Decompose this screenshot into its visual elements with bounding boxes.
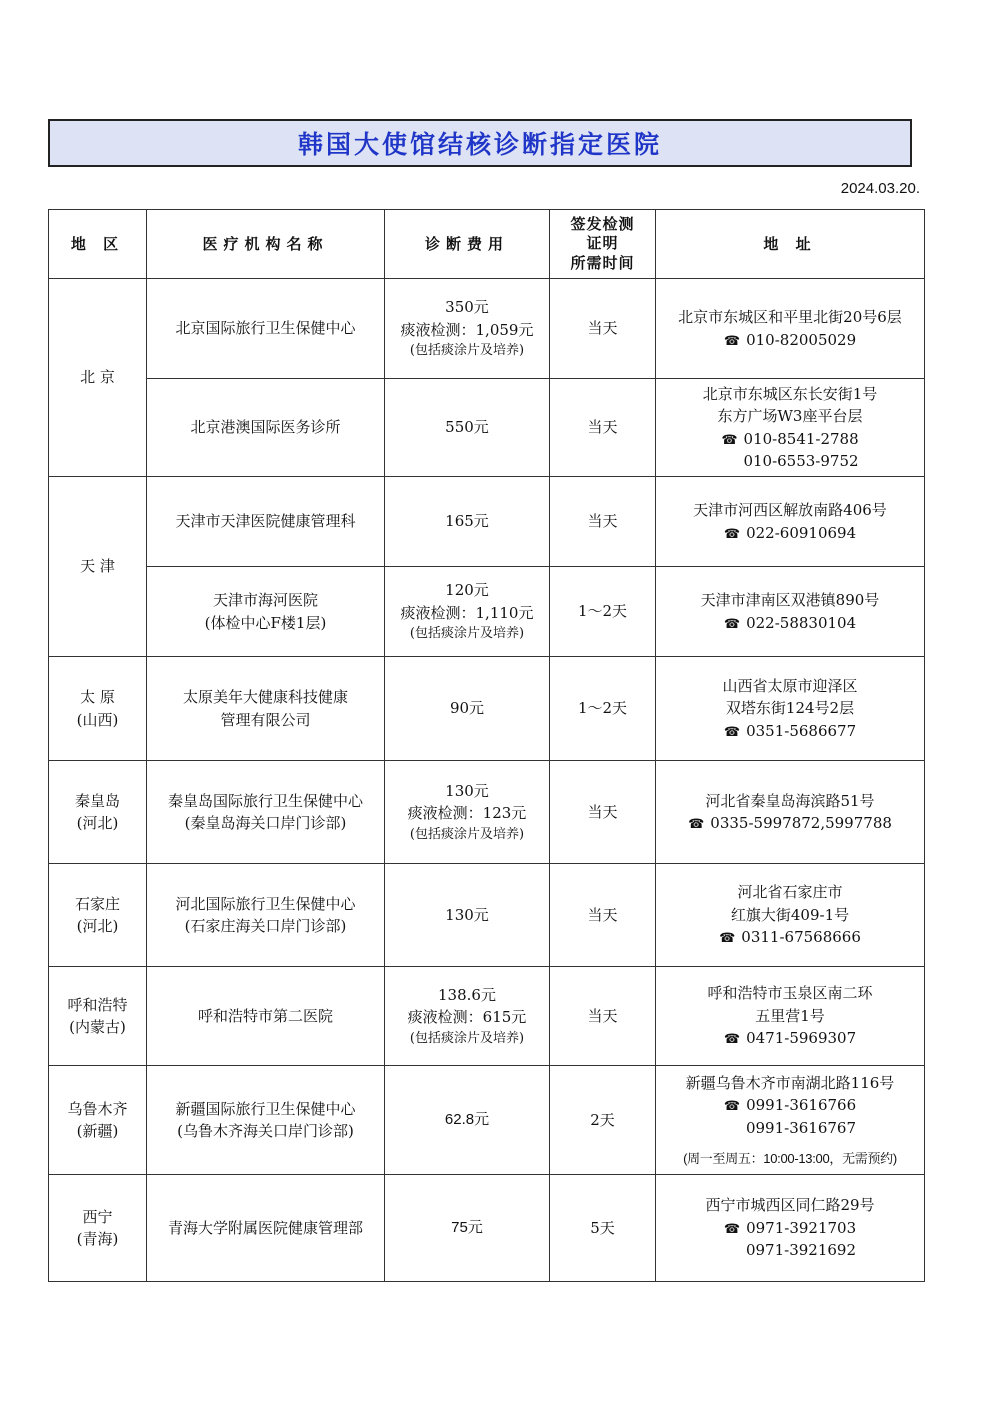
institution-cell — [147, 477, 385, 567]
fee-amount: 75元 — [451, 1218, 483, 1236]
header-time — [550, 210, 656, 279]
header-time-line3: 所需时间 — [570, 253, 635, 272]
time-cell: 5天 — [550, 1175, 656, 1282]
address-line: 呼和浩特市玉泉区南二环 — [707, 984, 873, 1003]
institution-name-sub: 管理有限公司 — [220, 710, 311, 729]
fee-amount: 62.8元 — [444, 1110, 490, 1128]
address-line: 东方广场W3座平台层 — [717, 407, 863, 425]
fee-sputum: 痰液检测：1,059元 — [400, 320, 534, 339]
region-name: 秦皇岛 — [74, 791, 120, 810]
phone-number: ☎ 022-60910694 — [660, 522, 920, 545]
time-cell: 当天 — [550, 477, 656, 567]
institution-cell — [147, 761, 385, 864]
address-line: 北京市东城区和平里北街20号6层 — [678, 308, 902, 326]
phone-number: ☎ 022-58830104 — [660, 612, 920, 635]
phone-number-2: 0991-3616767 — [745, 1118, 857, 1137]
region-name: 天 津 — [80, 557, 115, 576]
address-line: 西宁市城西区同仁路29号 — [705, 1196, 875, 1215]
time-cell: 2天 — [550, 1066, 656, 1175]
institution-cell — [147, 567, 385, 657]
table-row — [49, 864, 925, 967]
institution-name: 天津市海河医院 — [212, 591, 318, 609]
phone-number: ☎ 0351-5686677 — [660, 720, 920, 743]
header-address: 地 址 — [656, 210, 925, 279]
institution-cell — [147, 379, 385, 477]
header-region: 地 区 — [49, 210, 147, 279]
region-name: 西宁 — [82, 1207, 113, 1226]
time-cell: 当天 — [550, 279, 656, 379]
fee-cell — [385, 864, 550, 967]
header-row — [49, 210, 925, 279]
time-cell: 当天 — [550, 967, 656, 1066]
fee-cell — [385, 567, 550, 657]
region-province: (河北) — [76, 814, 119, 832]
region-name: 呼和浩特 — [67, 995, 128, 1014]
address-cell — [656, 864, 925, 967]
header-institution: 医疗机构名称 — [147, 210, 385, 279]
region-cell — [49, 279, 147, 477]
fee-cell — [385, 657, 550, 761]
fee-note: (包括痰涂片及培养) — [409, 343, 525, 359]
table-row — [49, 379, 925, 477]
phone-number: ☎ 0471-5969307 — [660, 1027, 920, 1050]
institution-name: 北京港澳国际医务诊所 — [190, 418, 341, 437]
region-cell — [49, 477, 147, 657]
institution-name: 河北国际旅行卫生保健中心 — [175, 894, 356, 913]
address-line: 新疆乌鲁木齐市南湖北路116号 — [685, 1073, 895, 1092]
institution-cell — [147, 1175, 385, 1282]
header-fee: 诊断费用 — [385, 210, 550, 279]
institution-name: 太原美年大健康科技健康 — [182, 688, 348, 706]
region-cell — [49, 761, 147, 864]
phone-number: ☎ 0335-5997872,5997788 — [660, 812, 920, 835]
address-line: 北京市东城区东长安街1号 — [702, 384, 878, 403]
address-line: 五里营1号 — [755, 1006, 825, 1025]
address-cell — [656, 477, 925, 567]
address-cell — [656, 761, 925, 864]
region-province: (新疆) — [76, 1122, 119, 1140]
phone-number-2: 0971-3921692 — [745, 1241, 857, 1260]
address-line: 天津市津南区双港镇890号 — [700, 591, 880, 609]
time-cell: 当天 — [550, 761, 656, 864]
region-cell — [49, 1175, 147, 1282]
fee-cell — [385, 967, 550, 1066]
fee-cell — [385, 279, 550, 379]
fee-amount: 130元 — [445, 781, 489, 800]
phone-number: ☎ 0991-3616766 — [660, 1094, 920, 1117]
fee-sputum: 痰液检测：615元 — [407, 1008, 527, 1027]
address-cell — [656, 1175, 925, 1282]
institution-name: 青海大学附属医院健康管理部 — [167, 1218, 363, 1237]
time-cell: 1～2天 — [550, 567, 656, 657]
institution-cell — [147, 657, 385, 761]
region-name: 北 京 — [80, 368, 115, 387]
table-row — [49, 657, 925, 761]
fee-sputum: 痰液检测：123元 — [407, 804, 527, 823]
institution-name: 呼和浩特市第二医院 — [197, 1006, 333, 1025]
hospital-table — [48, 209, 925, 1282]
region-cell — [49, 1066, 147, 1175]
address-line: 红旗大街409-1号 — [730, 905, 850, 924]
fee-sputum: 痰液检测：1,110元 — [400, 603, 534, 622]
address-line: 山西省太原市迎泽区 — [722, 676, 858, 695]
fee-amount: 165元 — [445, 512, 489, 531]
fee-note: (包括痰涂片及培养) — [409, 826, 525, 842]
fee-cell — [385, 477, 550, 567]
table-row — [49, 1066, 925, 1175]
institution-cell — [147, 864, 385, 967]
fee-amount: 90元 — [449, 699, 485, 718]
address-line: 天津市河西区解放南路406号 — [693, 501, 887, 519]
institution-cell — [147, 1066, 385, 1175]
region-name: 石家庄 — [74, 894, 120, 913]
institution-name-sub: (乌鲁木齐海关口岸门诊部) — [177, 1122, 354, 1140]
institution-name: 新疆国际旅行卫生保健中心 — [175, 1099, 356, 1118]
phone-number: ☎ 010-82005029 — [660, 329, 920, 352]
address-cell — [656, 279, 925, 379]
fee-amount: 550元 — [445, 418, 489, 437]
fee-cell — [385, 1175, 550, 1282]
fee-note: (包括痰涂片及培养) — [409, 1030, 525, 1046]
time-cell: 当天 — [550, 864, 656, 967]
region-province: (内蒙古) — [69, 1018, 126, 1036]
region-province: (河北) — [76, 917, 119, 935]
institution-name-sub: (石家庄海关口岸门诊部) — [184, 917, 347, 935]
table-row — [49, 967, 925, 1066]
fee-amount: 350元 — [445, 298, 489, 317]
region-province: (山西) — [76, 710, 119, 729]
fee-amount: 120元 — [445, 581, 489, 600]
address-cell — [656, 379, 925, 477]
document-title-box — [48, 119, 912, 167]
region-name: 乌鲁木齐 — [67, 1099, 128, 1118]
time-cell: 1～2天 — [550, 657, 656, 761]
address-cell — [656, 567, 925, 657]
institution-name: 北京国际旅行卫生保健中心 — [175, 319, 356, 338]
fee-amount: 130元 — [445, 905, 489, 924]
document-date: 2024.03.20. — [840, 180, 920, 197]
time-cell: 当天 — [550, 379, 656, 477]
address-cell — [656, 967, 925, 1066]
institution-name: 秦皇岛国际旅行卫生保健中心 — [167, 791, 363, 810]
table-row — [49, 761, 925, 864]
phone-number: ☎ 010-8541-2788 — [660, 428, 920, 451]
fee-cell — [385, 1066, 550, 1175]
table-row — [49, 1175, 925, 1282]
header-time-line2: 证明 — [586, 234, 619, 253]
header-time-line1: 签发检测 — [570, 214, 635, 233]
table-row — [49, 279, 925, 379]
document-title: 韩国大使馆结核诊断指定医院 — [297, 130, 662, 159]
address-line: 河北省石家庄市 — [737, 883, 843, 902]
table-row — [49, 567, 925, 657]
fee-amount: 138.6元 — [438, 985, 496, 1004]
region-name: 太 原 — [80, 688, 115, 706]
fee-note: (包括痰涂片及培养) — [409, 626, 525, 642]
institution-name: 天津市天津医院健康管理科 — [175, 512, 356, 531]
fee-cell — [385, 379, 550, 477]
region-province: (青海) — [76, 1230, 119, 1248]
fee-cell — [385, 761, 550, 864]
phone-number-2: 010-6553-9752 — [743, 452, 859, 470]
region-cell — [49, 864, 147, 967]
region-cell — [49, 657, 147, 761]
institution-cell — [147, 967, 385, 1066]
phone-number: ☎ 0311-67568666 — [660, 926, 920, 949]
institution-name-sub: (秦皇岛海关口岸门诊部) — [184, 814, 347, 832]
phone-number: ☎ 0971-3921703 — [660, 1217, 920, 1240]
institution-name-sub: (体检中心F楼1层) — [204, 613, 327, 632]
institution-cell — [147, 279, 385, 379]
address-line: 双塔东街124号2层 — [725, 699, 855, 718]
address-cell — [656, 657, 925, 761]
address-line: 河北省秦皇岛海滨路51号 — [705, 791, 875, 810]
hours-note: (周一至周五：10:00-13:00，无需预约) — [683, 1151, 897, 1166]
region-cell — [49, 967, 147, 1066]
table-row — [49, 477, 925, 567]
address-cell — [656, 1066, 925, 1175]
